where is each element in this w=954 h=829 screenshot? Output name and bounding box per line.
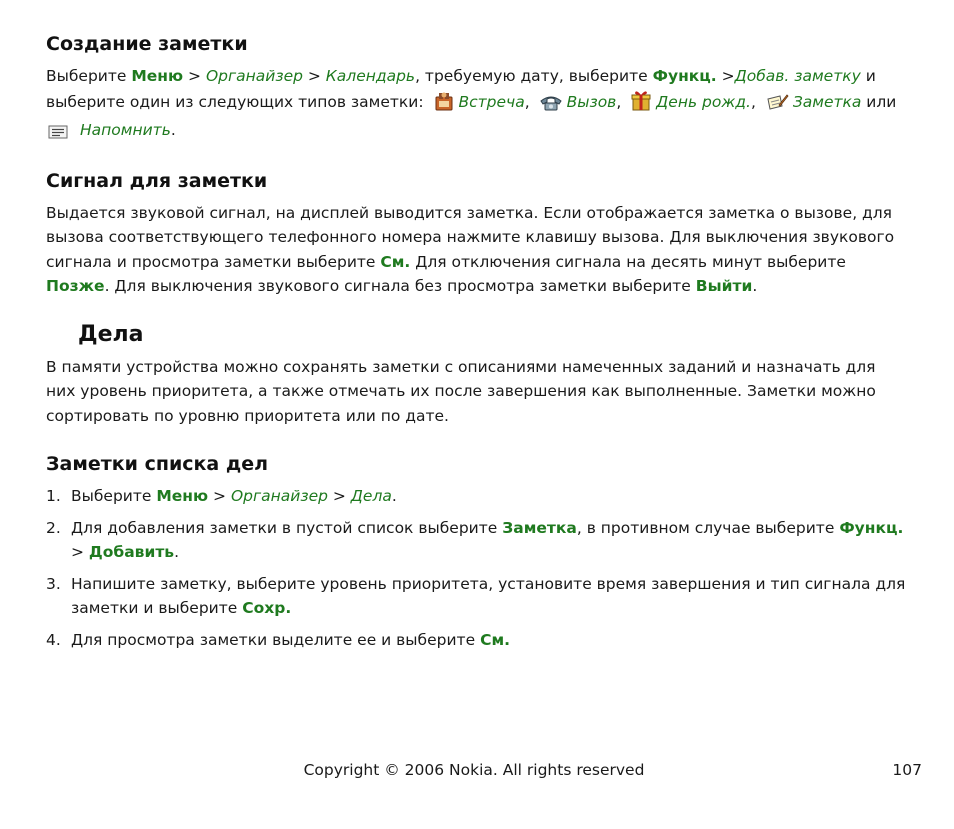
text: и выберите один из следующих типов заметки: bbox=[46, 67, 876, 111]
todo-label: Дела bbox=[350, 487, 392, 505]
step-number: 1. bbox=[46, 487, 61, 505]
view-label: См. bbox=[480, 630, 510, 649]
text: Для добавления заметки в пустой список выберите bbox=[71, 518, 503, 537]
copyright-text: Copyright © 2006 Nokia. All rights reserved bbox=[303, 761, 645, 779]
text: Для просмотра заметки выделите ее и выберите bbox=[71, 630, 481, 649]
add-note-label: Добав. заметку bbox=[734, 67, 861, 85]
text: , в противном случае выберите bbox=[576, 518, 840, 537]
snooze-label: Позже bbox=[46, 277, 105, 295]
separator: , bbox=[750, 92, 761, 111]
text: Выберите bbox=[71, 487, 157, 505]
separator: > bbox=[208, 487, 231, 505]
text: . bbox=[170, 121, 176, 139]
add-label: Добавить bbox=[88, 543, 175, 561]
separator: , bbox=[616, 92, 627, 111]
note-label: Заметка bbox=[502, 518, 577, 537]
list-item bbox=[46, 516, 906, 565]
separator: > bbox=[71, 543, 89, 561]
page-number: 107 bbox=[892, 761, 922, 779]
note-alarm-paragraph bbox=[46, 201, 906, 299]
options-label: Функц. bbox=[652, 67, 717, 85]
save-label: Сохр. bbox=[242, 599, 292, 617]
section-todo-notes bbox=[46, 450, 906, 652]
step-number: 4. bbox=[46, 630, 61, 649]
text: или bbox=[861, 92, 897, 111]
type-call-label: Вызов bbox=[566, 92, 617, 111]
phone-icon bbox=[539, 93, 563, 119]
text: Напишите заметку, выберите уровень приоритета, установите время завершения и тип сигнала для заметки и выберите bbox=[71, 574, 906, 617]
exit-label: Выйти bbox=[695, 277, 753, 295]
step-number: 2. bbox=[46, 518, 61, 537]
type-memo-label: Заметка bbox=[792, 92, 862, 111]
separator: > bbox=[327, 487, 351, 505]
list-item bbox=[46, 628, 906, 653]
step-number: 3. bbox=[46, 574, 61, 593]
menu-label: Меню bbox=[156, 487, 209, 505]
text: Выдается звуковой сигнал, на дисплей выводится заметка. Если отображается заметка о вызове, для вызова соответствующего телефонного номера нажмите клавишу вызова. Для выключения звукового сигнала и просмотра заметки выберите bbox=[46, 203, 895, 271]
type-reminder-label: Напомнить bbox=[80, 121, 171, 139]
calendar-label: Календарь bbox=[325, 67, 416, 85]
section-todo bbox=[46, 319, 906, 429]
text: . Для выключения звукового сигнала без просмотра заметки выберите bbox=[104, 277, 696, 295]
separator: > bbox=[716, 67, 735, 85]
view-label: См. bbox=[380, 252, 411, 271]
steps-list bbox=[46, 484, 906, 652]
heading-note-alarm: Сигнал для заметки bbox=[46, 169, 268, 192]
text: Выберите bbox=[46, 67, 132, 85]
reminder-icon bbox=[48, 122, 68, 147]
text: . bbox=[174, 543, 180, 561]
section-note-alarm bbox=[46, 167, 906, 299]
organizer-label: Органайзер bbox=[205, 67, 303, 85]
separator: , bbox=[524, 92, 535, 111]
heading-todo: Дела bbox=[78, 321, 144, 347]
text: Для отключения сигнала на десять минут выберите bbox=[410, 252, 846, 271]
heading-create-note: Создание заметки bbox=[46, 33, 248, 55]
list-item bbox=[46, 572, 906, 621]
menu-label: Меню bbox=[131, 67, 184, 85]
meeting-icon bbox=[433, 91, 455, 119]
type-birthday-label: День рожд. bbox=[656, 92, 751, 111]
gift-icon bbox=[630, 89, 652, 119]
list-item bbox=[46, 484, 906, 509]
text: . bbox=[391, 487, 397, 505]
separator: > bbox=[183, 67, 206, 85]
options-label: Функц. bbox=[839, 518, 904, 537]
create-note-paragraph bbox=[46, 64, 906, 147]
type-meeting-label: Встреча bbox=[458, 92, 525, 111]
memo-icon bbox=[765, 93, 789, 119]
separator: > bbox=[302, 67, 326, 85]
section-create-note bbox=[46, 30, 906, 147]
text: , требуемую дату, выберите bbox=[415, 67, 653, 85]
text: . bbox=[752, 277, 758, 295]
organizer-label: Органайзер bbox=[230, 487, 328, 505]
heading-todo-notes: Заметки списка дел bbox=[46, 453, 269, 475]
manual-page bbox=[46, 30, 906, 659]
todo-paragraph: В памяти устройства можно сохранять заметки с описаниями намеченных заданий и назначать для них уровень приоритета, а также отмечать их после завершения как выполненные. Заметки можно сортировать по уровню приоритета или по дате. bbox=[46, 357, 876, 425]
